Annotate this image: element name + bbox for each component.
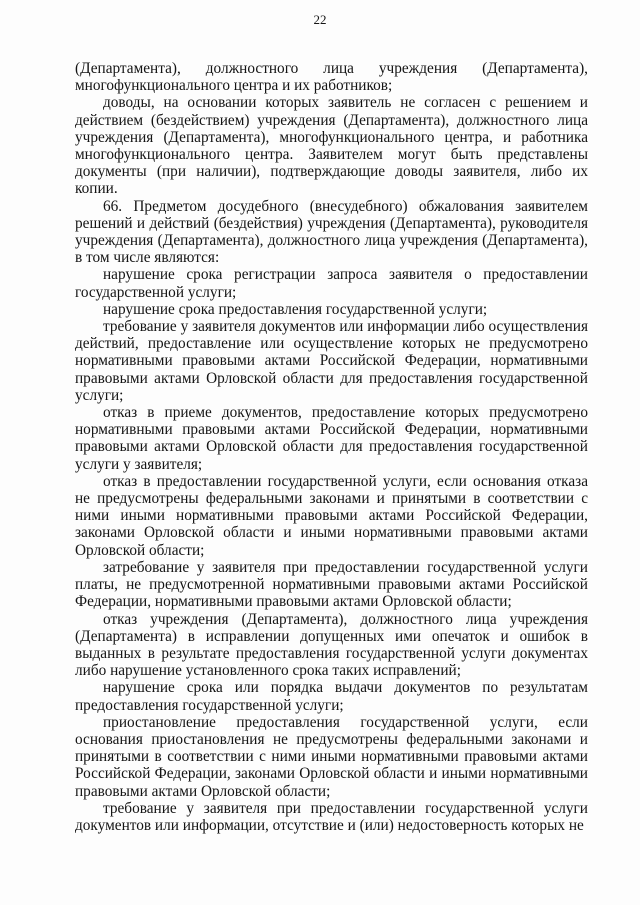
paragraph-document-acceptance-refusal: отказ в приеме документов, предоставление которых предусмотрено нормативными правовыми актами Российской Федерации, нормативными правовыми актами Орловской области для предоставления государственной услуги у заявителя;: [75, 404, 588, 473]
paragraph-registration-deadline-violation: нарушение срока регистрации запроса заявителя о предоставлении государственной услуги;: [75, 266, 588, 301]
paragraph-service-deadline-violation: нарушение срока предоставления государственной услуги;: [103, 300, 488, 318]
paragraph-66-subject-of-appeal: 66. Предметом досудебного (внесудебного) обжалования заявителем решений и действий (бездействия) учреждения (Департамента), руководителя учреждения (Департамента), должностного лица учреждения (Департамента), в том числе являются:: [75, 197, 588, 267]
paragraph-continuation-department: (Департамента), должностного лица учреждения (Департамента), многофункционального центра и их работников;: [75, 60, 588, 95]
paragraph-applicant-arguments: доводы, на основании которых заявитель не согласен с решением и действием (бездействием) учреждения (Департамента), должностного лица учреждения (Департамента), многофункционального центра, и работника многофункционального центра. Заявителем могут быть представлены документы (при наличии), подтверждающие доводы заявителя, либо их копии.: [75, 94, 588, 198]
document-body: [75, 60, 588, 834]
paragraph-issuance-violation: нарушение срока или порядка выдачи документов по результатам предоставления государственной услуги;: [75, 679, 588, 714]
paragraph-service-refusal: отказ в предоставлении государственной услуги, если основания отказа не предусмотрены федеральными законами и принятыми в соответствии с ними иными нормативными правовыми актами Российской Федерации, законами Орловской области и иными нормативными правовыми актами Орловской области;: [75, 472, 588, 559]
page-number: 22: [313, 12, 327, 27]
paragraph-unlawful-information-request: требование у заявителя при предоставлении государственной услуги документов или информации, отсутствие и (или) недостоверность которых не: [75, 799, 588, 834]
paragraph-unlawful-fee: затребование у заявителя при предоставлении государственной услуги платы, не предусмотренной нормативными правовыми актами Российской Федерации, нормативными правовыми актами Орловской области;: [75, 558, 588, 611]
paragraph-unlawful-document-request: требование у заявителя документов или информации либо осуществления действий, предоставление или осуществление которых не предусмотрено нормативными правовыми актами Российской Федерации, нормативными правовыми актами Орловской области для предоставления государственной услуги;: [75, 318, 588, 404]
paragraph-correction-refusal: отказ учреждения (Департамента), должностного лица учреждения (Департамента) в исправлении допущенных ими опечаток и ошибок в выданных в результате предоставления государственной услуги документах либо нарушение установленного срока таких исправлений;: [75, 610, 588, 680]
paragraph-service-suspension: приостановление предоставления государственной услуги, если основания приостановления не предусмотрены федеральными законами и принятыми в соответствии с ними иными нормативными правовыми актами Российской Федерации, законами Орловской области и иными нормативными правовыми актами Орловской области;: [75, 713, 588, 800]
